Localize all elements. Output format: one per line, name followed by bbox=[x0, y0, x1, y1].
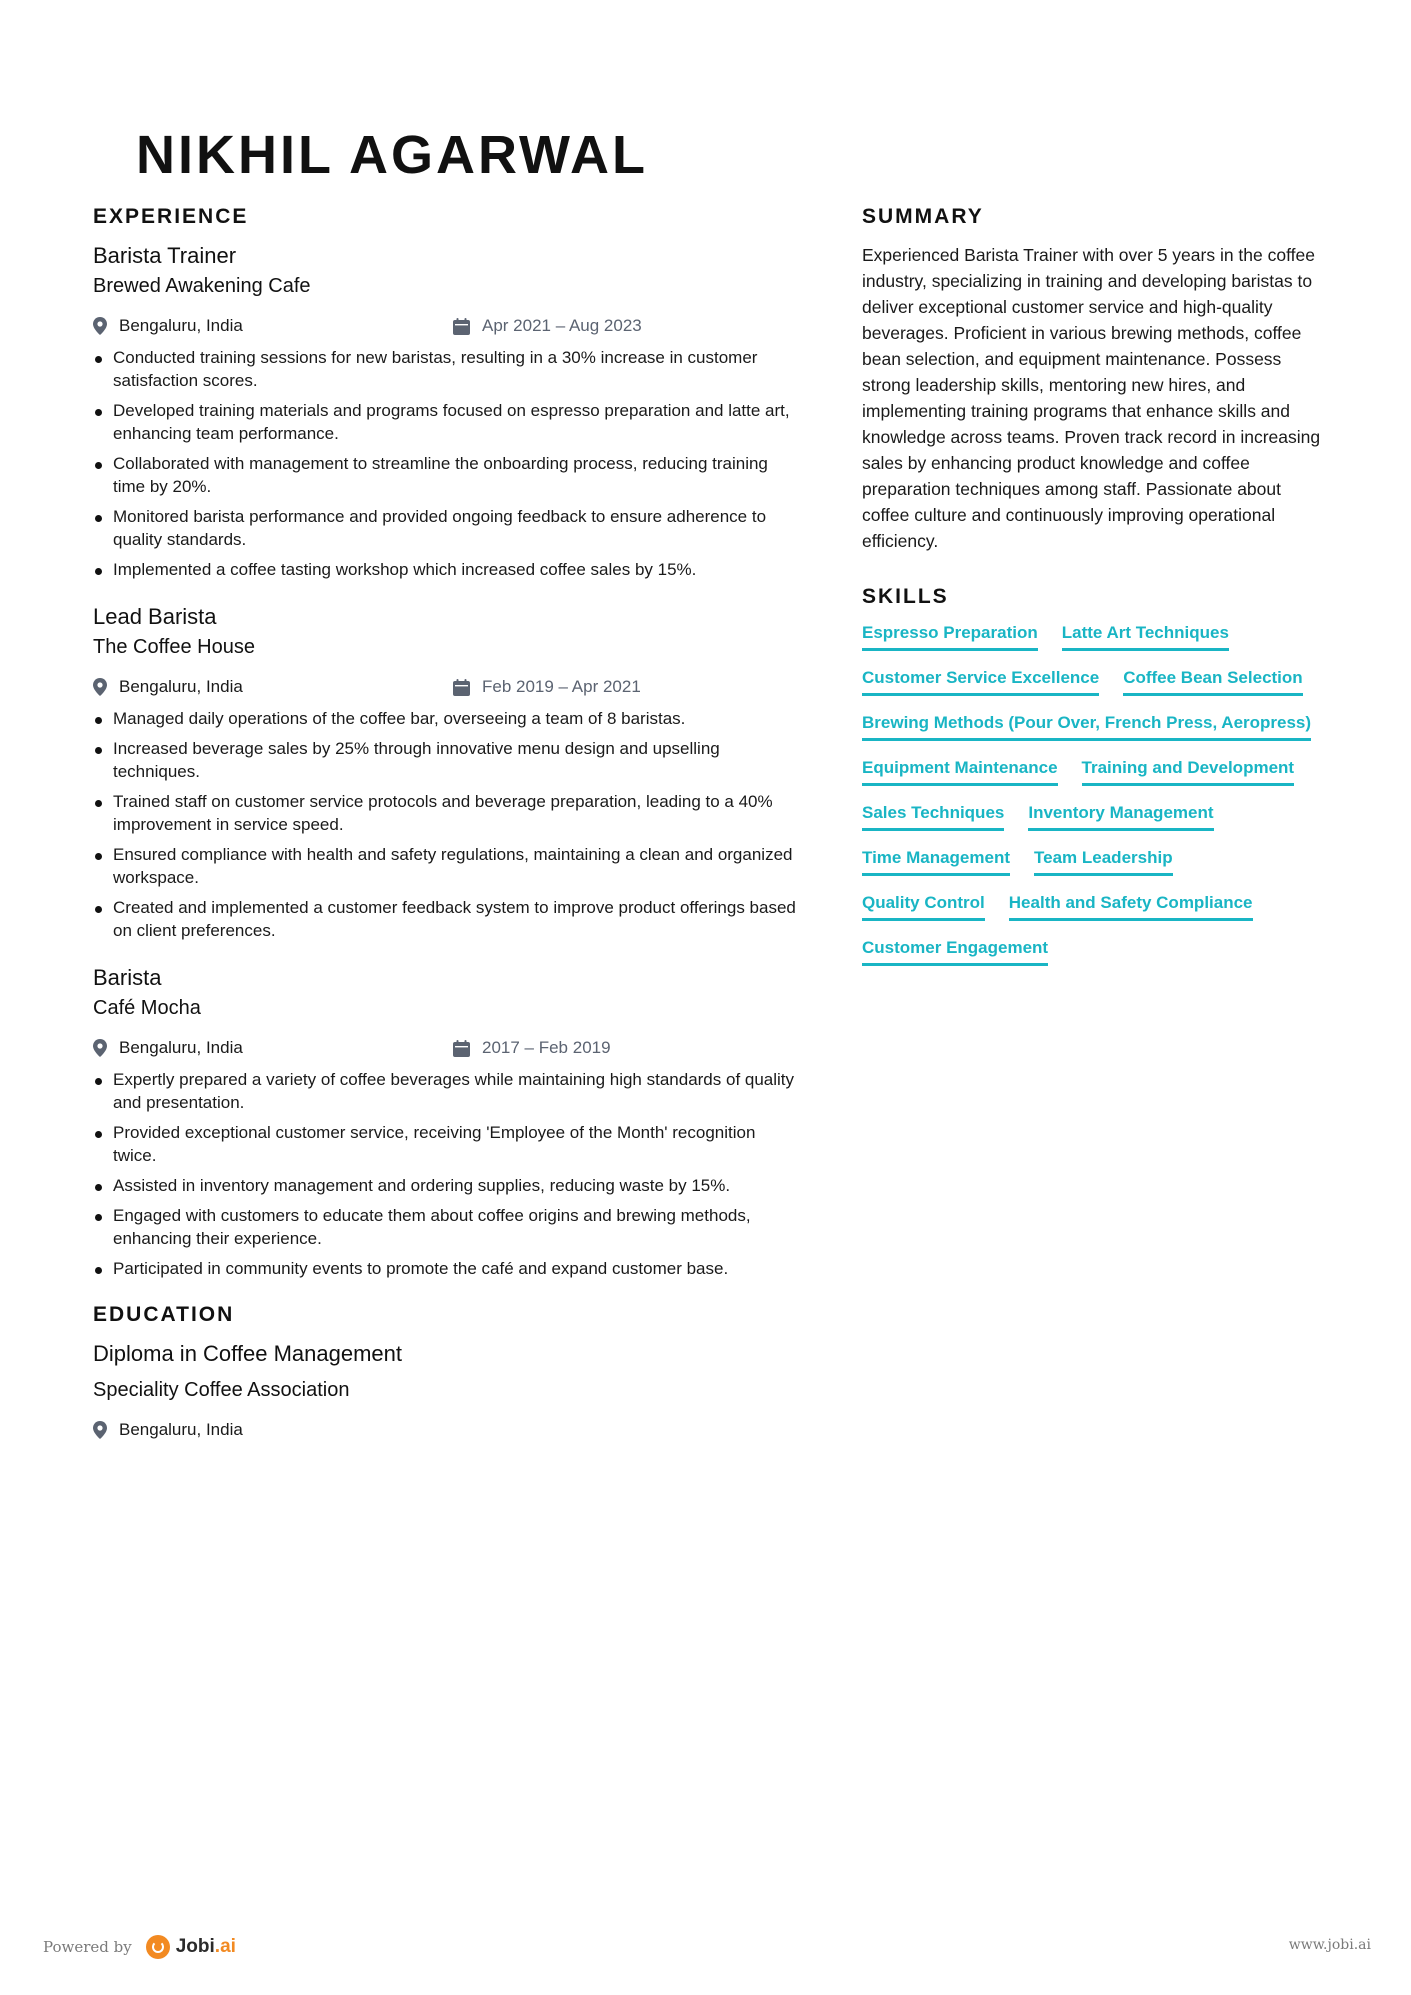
education-degree: Diploma in Coffee Management bbox=[93, 1341, 402, 1366]
skill-tag: Sales Techniques bbox=[862, 802, 1004, 831]
job-location bbox=[93, 316, 453, 336]
summary-heading: SUMMARY bbox=[862, 205, 984, 228]
job-bullets bbox=[93, 346, 803, 581]
job-company: Café Mocha bbox=[93, 997, 201, 1019]
job-bullet: Engaged with customers to educate them about coffee origins and brewing methods, enhancing their experience. bbox=[93, 1204, 803, 1250]
job-meta bbox=[93, 1036, 803, 1060]
summary-text: Experienced Barista Trainer with over 5 years in the coffee industry, specializing in training and developing baristas to deliver exceptional customer service and high-quality beverages. Proficient in various brewing methods, coffee bean selection, and equipment maintenance. Possess strong leadership skills, mentoring new hires, and implementing training programs that enhance skills and knowledge across teams. Proven track record in increasing sales by enhancing product knowledge and coffee preparation techniques among staff. Passionate about coffee culture and continuously improving operational efficiency. bbox=[862, 245, 1321, 551]
job-dates bbox=[453, 316, 642, 336]
skill-tag: Latte Art Techniques bbox=[1062, 622, 1229, 651]
skill-tag: Customer Service Excellence bbox=[862, 667, 1099, 696]
job-bullet: Conducted training sessions for new baristas, resulting in a 30% increase in customer satisfaction scores. bbox=[93, 346, 803, 392]
education-heading: EDUCATION bbox=[93, 1303, 235, 1326]
education-location-text: Bengaluru, India bbox=[119, 1420, 243, 1439]
job-bullet: Ensured compliance with health and safety regulations, maintaining a clean and organized workspace. bbox=[93, 843, 803, 889]
skill-tag: Time Management bbox=[862, 847, 1010, 876]
job-dates bbox=[453, 677, 641, 697]
experience-list bbox=[93, 242, 803, 1280]
candidate-name: NIKHIL AGARWAL bbox=[136, 128, 648, 178]
job-bullet: Implemented a coffee tasting workshop which increased coffee sales by 15%. bbox=[93, 558, 803, 581]
skill-tag: Espresso Preparation bbox=[862, 622, 1038, 651]
job-title: Barista bbox=[93, 965, 162, 990]
job-title: Lead Barista bbox=[93, 604, 217, 629]
skill-tag: Team Leadership bbox=[1034, 847, 1173, 876]
job-bullet: Assisted in inventory management and ordering supplies, reducing waste by 15%. bbox=[93, 1174, 803, 1197]
job-bullets bbox=[93, 1068, 803, 1280]
education-meta bbox=[93, 1418, 803, 1442]
calendar-icon bbox=[453, 318, 470, 335]
job-bullet: Participated in community events to promote the café and expand customer base. bbox=[93, 1257, 803, 1280]
jobi-logo-icon bbox=[146, 1935, 170, 1959]
skill-tag: Quality Control bbox=[862, 892, 985, 921]
right-column bbox=[862, 204, 1322, 966]
skill-tag: Coffee Bean Selection bbox=[1123, 667, 1303, 696]
skill-tag: Customer Engagement bbox=[862, 937, 1048, 966]
job-bullet: Collaborated with management to streamline the onboarding process, reducing training time by 20%. bbox=[93, 452, 803, 498]
education-section bbox=[93, 1302, 803, 1442]
job-meta bbox=[93, 675, 803, 699]
location-pin-icon bbox=[93, 1421, 107, 1439]
job-title: Barista Trainer bbox=[93, 243, 237, 268]
job-bullet: Created and implemented a customer feedback system to improve product offerings based on client preferences. bbox=[93, 896, 803, 942]
job-bullet: Trained staff on customer service protocols and beverage preparation, leading to a 40% improvement in service speed. bbox=[93, 790, 803, 836]
job-location-text: Bengaluru, India bbox=[119, 1038, 243, 1057]
experience-entry bbox=[93, 603, 803, 942]
skill-tag: Training and Development bbox=[1082, 757, 1295, 786]
job-meta bbox=[93, 314, 803, 338]
job-bullet: Provided exceptional customer service, receiving 'Employee of the Month' recognition twice. bbox=[93, 1121, 803, 1167]
job-location bbox=[93, 1038, 453, 1058]
skill-tag: Equipment Maintenance bbox=[862, 757, 1058, 786]
powered-by bbox=[43, 1935, 236, 1959]
job-location-text: Bengaluru, India bbox=[119, 677, 243, 696]
calendar-icon bbox=[453, 679, 470, 696]
job-bullet: Increased beverage sales by 25% through innovative menu design and upselling techniques. bbox=[93, 737, 803, 783]
experience-heading: EXPERIENCE bbox=[93, 205, 249, 228]
job-bullet: Monitored barista performance and provided ongoing feedback to ensure adherence to quality standards. bbox=[93, 505, 803, 551]
skill-tag: Health and Safety Compliance bbox=[1009, 892, 1253, 921]
job-company: The Coffee House bbox=[93, 636, 255, 658]
calendar-icon bbox=[453, 1040, 470, 1057]
job-location-text: Bengaluru, India bbox=[119, 316, 243, 335]
location-pin-icon bbox=[93, 1039, 107, 1057]
job-bullets bbox=[93, 707, 803, 942]
job-dates bbox=[453, 1038, 611, 1058]
job-bullet: Expertly prepared a variety of coffee beverages while maintaining high standards of quality and presentation. bbox=[93, 1068, 803, 1114]
footer-url[interactable]: www.jobi.ai bbox=[1288, 1937, 1371, 1953]
experience-entry bbox=[93, 964, 803, 1280]
job-location bbox=[93, 677, 453, 697]
job-dates-text: 2017 – Feb 2019 bbox=[482, 1038, 611, 1057]
skill-tag: Inventory Management bbox=[1028, 802, 1213, 831]
job-company: Brewed Awakening Cafe bbox=[93, 275, 311, 297]
job-bullet: Managed daily operations of the coffee bar, overseeing a team of 8 baristas. bbox=[93, 707, 803, 730]
location-pin-icon bbox=[93, 317, 107, 335]
skills-heading: SKILLS bbox=[862, 585, 949, 608]
left-column bbox=[93, 204, 803, 1442]
brand-logo[interactable] bbox=[146, 1935, 236, 1959]
brand-name: Jobi bbox=[175, 1936, 215, 1957]
skills-list bbox=[862, 622, 1317, 966]
skill-tag: Brewing Methods (Pour Over, French Press, Aeropress) bbox=[862, 712, 1311, 741]
education-school: Speciality Coffee Association bbox=[93, 1379, 350, 1401]
powered-by-label: Powered by bbox=[43, 1938, 132, 1956]
job-dates-text: Apr 2021 – Aug 2023 bbox=[482, 316, 642, 335]
education-location bbox=[93, 1420, 453, 1440]
location-pin-icon bbox=[93, 678, 107, 696]
brand-suffix: .ai bbox=[214, 1936, 236, 1957]
job-dates-text: Feb 2019 – Apr 2021 bbox=[482, 677, 641, 696]
job-bullet: Developed training materials and programs focused on espresso preparation and latte art, enhancing team performance. bbox=[93, 399, 803, 445]
experience-entry bbox=[93, 242, 803, 581]
